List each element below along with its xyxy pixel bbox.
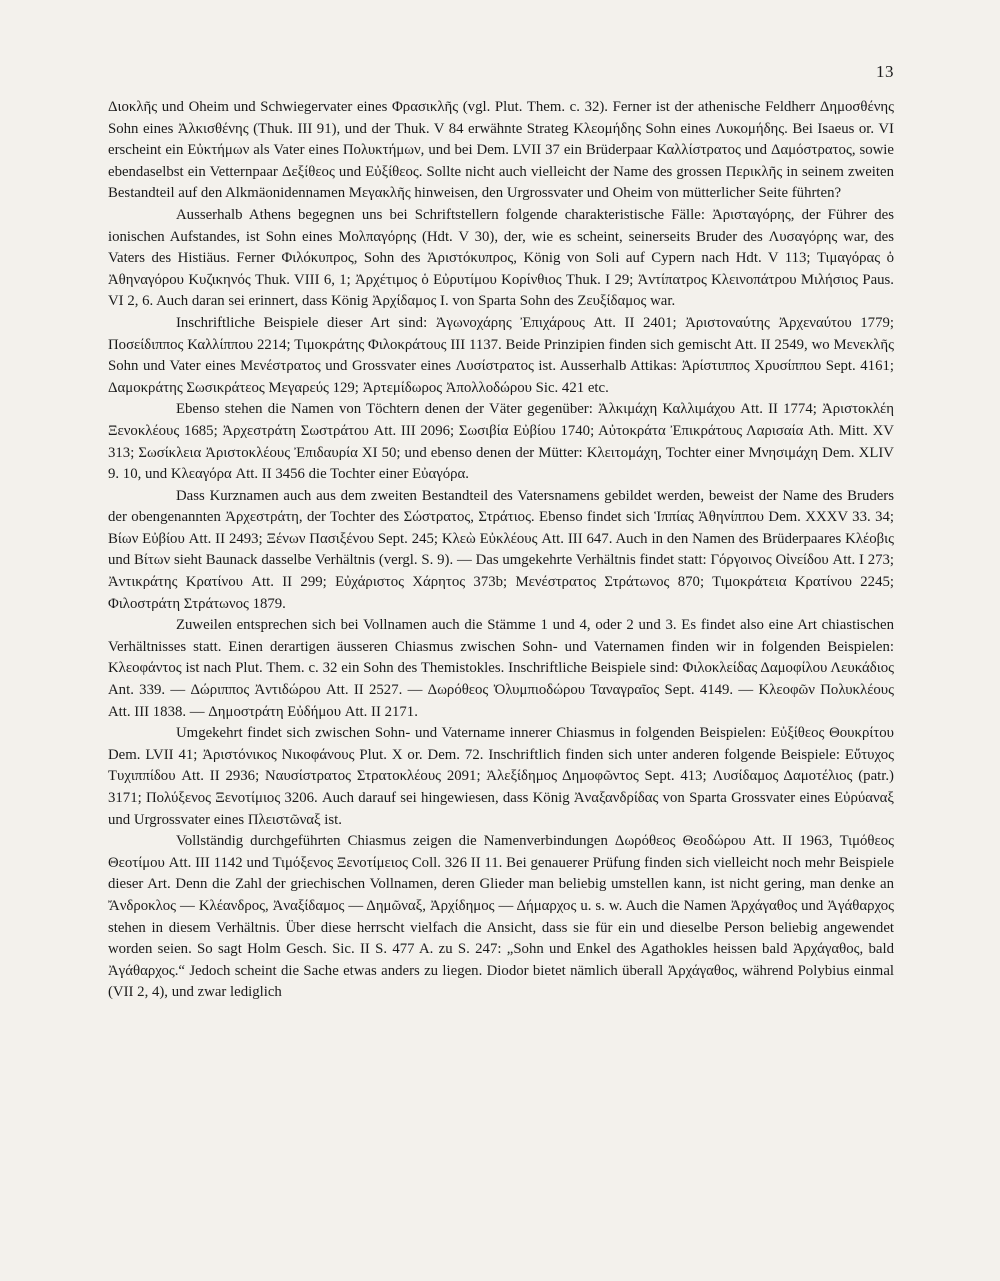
body-text xyxy=(108,97,894,1004)
paragraph-6: Zuweilen entsprechen sich bei Vollnamen auch die Stämme 1 und 4, oder 2 und 3. Es findet also eine Art chiastischen Verhältnisses statt. Einen derartigen äusseren Chiasmus zwischen Sohn- und Vaternamen finden wir in folgenden Beispielen: Κλεοφάντος ist nach Plut. Them. c. 32 ein Sohn des Themistokles. Inschriftliche Beispiele sind: Φιλοκλείδας Δαμοφίλου Λευκάδιος Ant. 339. — Δώριππος Ἀντιδώρου Att. II 2527. — Δωρόθεος Ὀλυμπιοδώρου Ταναγραῖος Sept. 4149. — Κλεοφῶν Πολυκλέους Att. III 1838. — Δημοστράτη Εὐδήμου Att. II 2171. xyxy=(108,617,894,720)
paragraph-5: Dass Kurznamen auch aus dem zweiten Bestandteil des Vatersnamens gebildet werden, beweist der Name des Bruders der obengenannten Ἀρχεστράτη, der Tochter des Σώστρατος, Στράτιος. Ebenso findet sich Ἱππίας Ἀθηνίππου Dem. XXXV 33. 34; Βίων Εὐβίου Att. II 2493; Ξένων Πασιξένου Sept. 245; Κλεὼ Εὐκλέους Att. III 647. Auch in den Namen des Brüderpaares Κλέοβις und Βίτων sieht Baunack dasselbe Verhältnis (vergl. S. 9). — Das umgekehrte Verhältnis findet statt: Γόργοινος Οἰνείδου Att. I 273; Ἀντικράτης Κρατίνου Att. II 299; Εὐχάριστος Χάρητος 373b; Μενέστρατος Στράτωνος 870; Τιμοκράτεια Κρατίνου 2245; Φιλοστράτη Στράτωνος 1879. xyxy=(108,487,894,612)
paragraph-4: Ebenso stehen die Namen von Töchtern denen der Väter gegenüber: Ἀλκιμάχη Καλλιμάχου Att. II 1774; Ἀριστοκλέη Ξενοκλέους 1685; Ἀρχεστράτη Σωστράτου Att. III 2096; Σωσιβία Εὐβίου 1740; Αὐτοκράτα Ἐπικράτους Λαρισαία Ath. Mitt. XV 313; Σωσίκλεια Ἀριστοκλέους Ἐπιδαυρία XI 50; und ebenso denen der Mütter: Κλειτομάχη, Tochter einer Μνησιμάχη Dem. XLIV 9. 10, und Κλεαγόρα Att. II 3456 die Tochter einer Εὐαγόρα. xyxy=(108,401,894,483)
paragraph-2: Ausserhalb Athens begegnen uns bei Schriftstellern folgende charakteristische Fälle: Ἀρισταγόρης, der Führer des ionischen Aufstandes, ist Sohn eines Μολπαγόρης (Hdt. V 30), der, wie es scheint, seinerseits Bruder des Λυσαγόρης war, des Vaters des Histiäus. Ferner Φιλόκυπρος, Sohn des Ἀριστόκυπρος, König von Soli auf Cypern nach Hdt. V 113; Τιμαγόρας ὁ Ἀθηναγόρου Κυζικηνός Thuk. VIII 6, 1; Ἀρχέτιμος ὁ Εὐρυτίμου Κορίνθιος Thuk. I 29; Ἀντίπατρος Κλεινοπάτρου Μιλήσιος Paus. VI 2, 6. Auch daran sei erinnert, dass König Ἀρχίδαμος I. von Sparta Sohn des Ζευξίδαμος war. xyxy=(108,206,894,310)
paragraph-1: Διοκλῆς und Oheim und Schwiegervater eines Φρασικλῆς (vgl. Plut. Them. c. 32). Ferner ist der athenische Feldherr Δημοσθένης Sohn eines Ἀλκισθένης (Thuk. III 91), und der Thuk. V 84 erwähnte Strateg Κλεομήδης Sohn eines Λυκομήδης. Bei Isaeus or. VI erscheint ein Εὐκτήμων als Vater eines Πολυκτήμων, und bei Dem. LVII 37 ein Brüderpaar Καλλίστρατος und Δαμόστρατος, sowie ebendaselbst ein Vetternpaar Δεξίθεος und Εὐξίθεος. Sollte nicht auch vielleicht der Name des grossen Περικλῆς in seinem zweiten Bestandteil auf den Alkmäonidennamen Μεγακλῆς hinweisen, den Urgrossvater und Oheim von mütterlicher Seite führten? xyxy=(108,99,894,202)
paragraph-3: Inschriftliche Beispiele dieser Art sind: Ἀγωνοχάρης Ἐπιχάρους Att. II 2401; Ἀριστοναύτης Ἀρχεναύτου 1779; Ποσείδιππος Καλλίππου 2214; Τιμοκράτης Φιλοκράτους III 1137. Beide Prinzipien finden sich gemischt Att. II 2549, wo Μενεκλῆς Sohn und Vater eines Μενέστρατος und Grossvater eines Λυσίστρατος ist. Ausserhalb Attikas: Ἀρίστιππος Χρυσίππου Sept. 4161; Δαμοκράτης Σωσικράτεος Μεγαρεύς 129; Ἀρτεμίδωρος Ἀπολλοδώρου Sic. 421 etc. xyxy=(108,314,894,396)
page-number: 13 xyxy=(876,62,894,81)
paragraph-8: Vollständig durchgeführten Chiasmus zeigen die Namenverbindungen Δωρόθεος Θεοδώρου Att. II 1963, Τιμόθεος Θεοτίμου Att. III 1142 und Τιμόξενος Ξενοτίμειος Coll. 326 II 11. Bei genauerer Prüfung finden sich vielleicht noch mehr Beispiele dieser Art. Denn die Zahl der griechischen Vollnamen, deren Glieder man beliebig umstellen kann, ist nicht gering, man denke an Ἄνδροκλος — Κλέανδρος, Ἀναξίδαμος — Δημῶναξ, Ἀρχίδημος — Δήμαρχος u. s. w. Auch die Namen Ἀρχάγαθος und Ἀγάθαρχος stehen in diesem Verhältnis. Über diese herrscht vielfach die Ansicht, dass sie für ein und dieselbe Person beliebig angewendet worden seien. So sagt Holm Gesch. Sic. II S. 477 A. zu S. 247: „Sohn und Enkel des Agathokles heissen bald Ἀρχάγαθος, bald Ἀγάθαρχος.“ Jedoch scheint die Sache etwas anders zu liegen. Diodor bietet nämlich überall Ἀρχάγαθος, während Polybius einmal (VII 2, 4), und zwar lediglich xyxy=(108,833,894,1001)
paragraph-7: Umgekehrt findet sich zwischen Sohn- und Vatername innerer Chiasmus in folgenden Beispielen: Εὐξίθεος Θουκρίτου Dem. LVII 41; Ἀριστόνικος Νικοφάνους Plut. X or. Dem. 72. Inschriftlich finden sich unter anderen folgende Beispiele: Εὔτυχος Τυχιππίδου Att. II 2936; Ναυσίστρατος Στρατοκλέους 2091; Ἀλεξίδημος Δημοφῶντος Sept. 413; Λυσίδαμος Δαμοτέλιος (patr.) 3171; Πολύξενος Ξενοτίμιος 3206. Auch darauf sei hingewiesen, dass König Ἀναξανδρίδας von Sparta Grossvater eines Εὐρύαναξ und Urgrossvater eines Πλειστῶναξ ist. xyxy=(108,725,894,828)
